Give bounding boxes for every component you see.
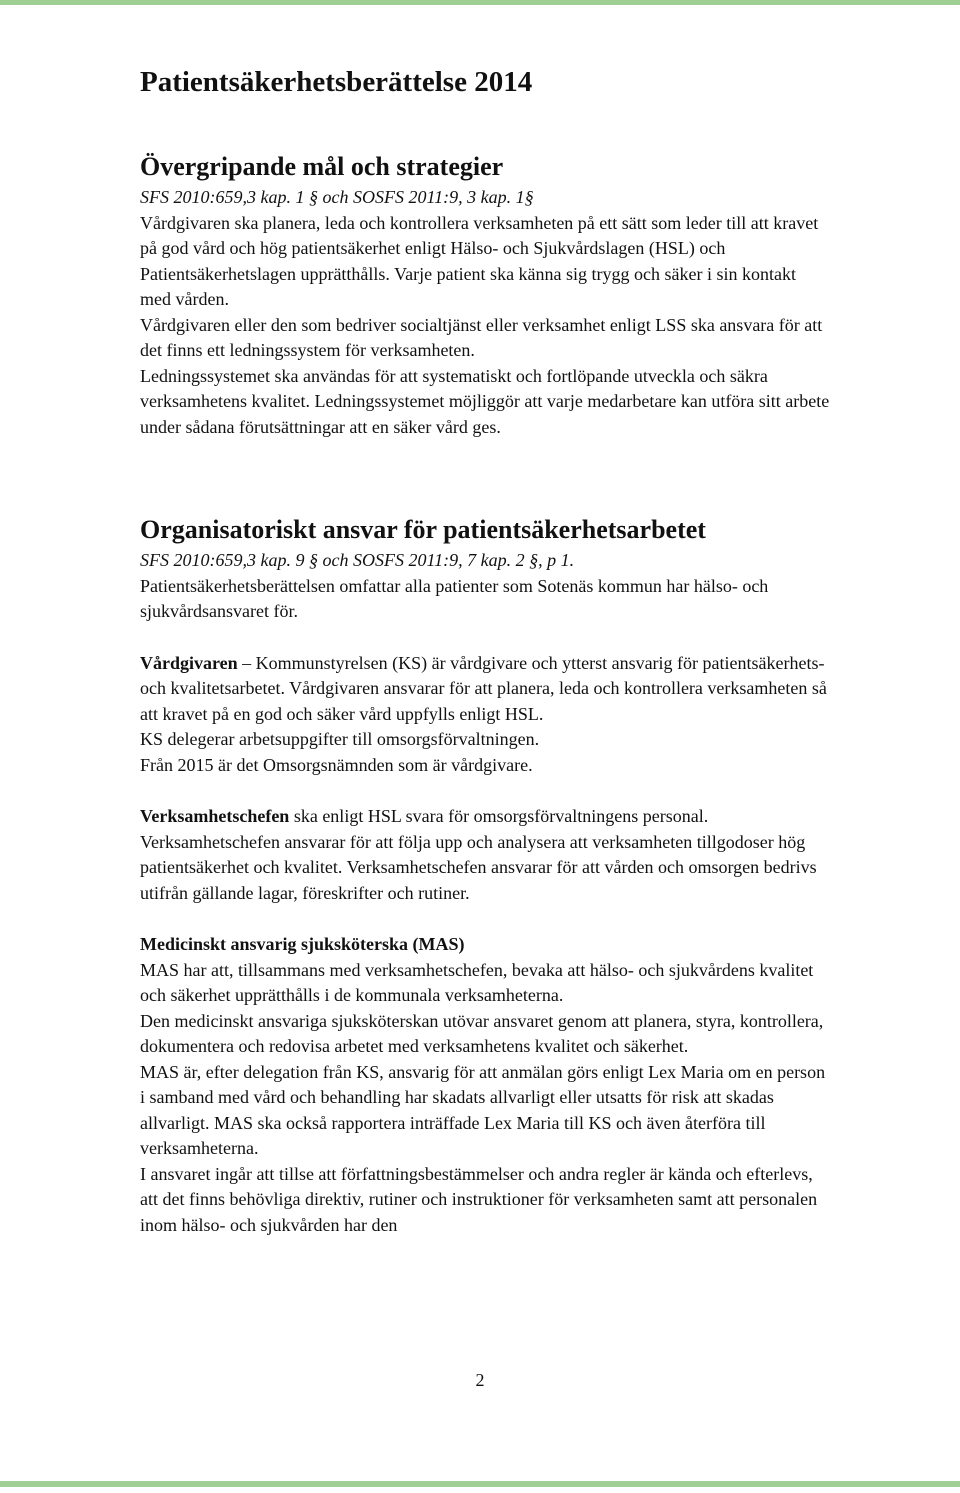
document-title: Patientsäkerhetsberättelse 2014 [140,66,533,98]
top-rule [0,0,960,5]
section-heading-organisatoriskt: Organisatoriskt ansvar för patientsäkerhetsarbetet [140,515,706,544]
section-heading-overgripande: Övergripande mål och strategier [140,152,504,181]
paragraph: KS delegerar arbetsuppgifter till omsorgsförvaltningen. [140,729,540,749]
paragraph: Från 2015 är det Omsorgsnämnden som är vårdgivare. [140,754,533,775]
bottom-rule [0,1481,960,1487]
section-reference: SFS 2010:659,3 kap. 9 § och SOSFS 2011:9, 7 kap. 2 §, p 1. [140,550,575,570]
paragraph: I ansvaret ingår att tillse att författningsbestämmelser och andra regler är kända och efterlevs, att det finns behövliga direktiv, rutiner och instruktioner för verksamheten samt att personalen inom hälso- och sjukvården har den [140,1163,818,1235]
paragraph: Patientsäkerhetsberättelsen omfattar alla patienter som Sotenäs kommun har hälso- och sjukvårdsansvaret för. [140,575,769,621]
mas-heading: Medicinskt ansvarig sjuksköterska (MAS) [140,934,465,954]
paragraph: Vårdgivaren ska planera, leda och kontrollera verksamheten på ett sätt som leder till att kravet på god vård och hög patientsäkerhet enligt Hälso- och Sjukvårdslagen (HSL) och Patientsäkerhetslagen upprätthålls. Varje patient ska känna sig trygg och säker i sin kontakt med vården. [140,212,819,309]
paragraph: Ledningssystemet ska användas för att systematiskt och fortlöpande utveckla och säkra verksamhetens kvalitet. Ledningssystemet möjliggör att varje medarbetare kan utföra sitt arbete under sådana förutsättningar att en säker vård ges. [140,365,830,437]
page-content [140,62,830,1238]
paragraph: MAS har att, tillsammans med verksamhetschefen, bevaka att hälso- och sjukvårdens kvalitet och säkerhet upprätthålls i de kommunala verksamheterna. [140,959,814,1005]
paragraph: MAS är, efter delegation från KS, ansvarig för att anmälan görs enligt Lex Maria om en person i samband med vård och behandling har skadats allvarligt eller utsatts för risk att skadas allvarligt. MAS ska också rapportera inträffade Lex Maria till KS och även återföra till verksamheterna. [140,1061,826,1158]
vardgivaren-paragraph [140,651,830,728]
paragraph: Vårdgivaren eller den som bedriver socialtjänst eller verksamhet enligt LSS ska ansvara för att det finns ett ledningssystem för verksamheten. [140,314,823,360]
page-number: 2 [475,1370,485,1390]
vardgivaren-text: – Kommunstyrelsen (KS) är vårdgivare och ytterst ansvarig för patientsäkerhets- och kvalitetsarbetet. Vårdgivaren ansvarar för att planera, leda och kontrollera verksamheten så att kravet på en god och säker vård uppfylls enligt HSL. [140,652,827,724]
section-reference: SFS 2010:659,3 kap. 1 § och SOSFS 2011:9, 3 kap. 1§ [140,187,534,207]
verksamhetschefen-label: Verksamhetschefen [140,806,290,826]
paragraph: Den medicinskt ansvariga sjuksköterskan utövar ansvaret genom att planera, styra, kontrollera, dokumentera och redovisa arbetet med verksamhetens kvalitet och säkerhet. [140,1010,824,1056]
verksamhetschefen-paragraph [140,804,830,906]
vardgivaren-label: Vårdgivaren [140,652,238,673]
verksamhetschefen-text: ska enligt HSL svara för omsorgsförvaltningens personal. Verksamhetschefen ansvarar för att följa upp och analysera att verksamheten tillgodoser hög patientsäkerhet och kvalitet. Verksamhetschefen ansvarar för att vården och omsorgen bedrivs utifrån gällande lagar, föreskrifter och rutiner. [140,806,817,903]
